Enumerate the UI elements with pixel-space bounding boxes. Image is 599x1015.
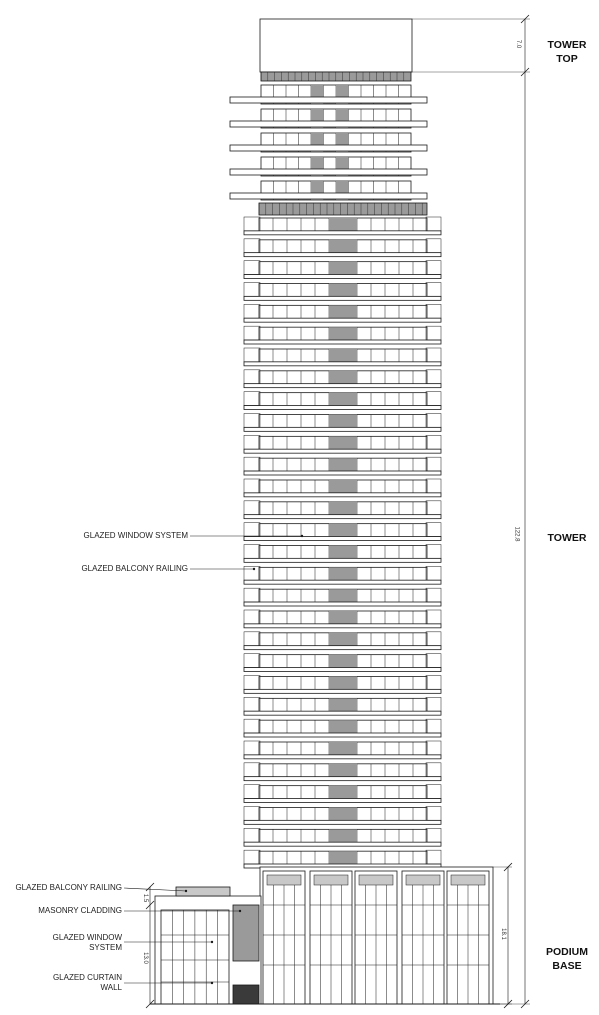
- podium-bay-canopy: [267, 875, 301, 885]
- tower-balcony-slab: [244, 231, 441, 235]
- tower-balcony-railing-right: [426, 697, 441, 711]
- leader-podium-window-end: [211, 941, 213, 943]
- tower-balcony-railing-left: [244, 217, 260, 231]
- upper-balcony-slab: [230, 121, 427, 127]
- upper-balcony-slab: [230, 97, 427, 103]
- upper-balcony-slab: [230, 193, 427, 199]
- dimension-podium: 18.1: [499, 928, 506, 940]
- podium-bay-canopy: [314, 875, 348, 885]
- upper-balcony-slab: [230, 145, 427, 151]
- tower-balcony-slab: [244, 624, 441, 628]
- tower-balcony-slab: [244, 340, 441, 344]
- tower-balcony-slab: [244, 493, 441, 497]
- tower-balcony-slab: [244, 646, 441, 650]
- tower-balcony-railing-left: [244, 566, 260, 580]
- tower-balcony-slab: [244, 755, 441, 759]
- tower-balcony-railing-right: [426, 457, 441, 471]
- tower-top-box: [260, 19, 412, 72]
- tower-balcony-railing-right: [426, 370, 441, 384]
- tower-balcony-railing-right: [426, 566, 441, 580]
- tower-balcony-railing-left: [244, 850, 260, 864]
- tower-balcony-railing-left: [244, 304, 260, 318]
- tower-balcony-slab: [244, 558, 441, 562]
- tower-balcony-slab: [244, 733, 441, 737]
- label-glazed-balcony-railing: GLAZED BALCONY RAILING: [81, 564, 188, 573]
- tower-elevation: [230, 19, 441, 868]
- zone-tower-top-line2: TOP: [556, 53, 578, 65]
- tower-balcony-railing-left: [244, 763, 260, 777]
- tower-balcony-railing-left: [244, 414, 260, 428]
- tower-balcony-railing-left: [244, 719, 260, 733]
- tower-balcony-railing-right: [426, 545, 441, 559]
- zone-podium-line1: PODIUM: [546, 946, 588, 958]
- label-podium-window-system: [4, 933, 122, 953]
- tower-balcony-slab: [244, 449, 441, 453]
- tower-balcony-railing-left: [244, 654, 260, 668]
- tower-balcony-railing-left: [244, 239, 260, 253]
- leader-masonry-end: [239, 910, 241, 912]
- tower-balcony-slab: [244, 799, 441, 803]
- tower-balcony-railing-left: [244, 676, 260, 690]
- label-podium-window-line2: SYSTEM: [89, 943, 122, 952]
- tower-balcony-railing-right: [426, 326, 441, 340]
- label-glazed-window-system: GLAZED WINDOW SYSTEM: [83, 531, 188, 540]
- tower-balcony-railing-right: [426, 610, 441, 624]
- tower-balcony-railing-left: [244, 392, 260, 406]
- upper-balcony-slab: [230, 169, 427, 175]
- label-glazed-curtain-wall: [4, 973, 122, 993]
- label-curtain-wall-line2: WALL: [100, 983, 122, 992]
- tower-balcony-railing-right: [426, 807, 441, 821]
- tower-balcony-railing-right: [426, 479, 441, 493]
- dimension-podium-upper: 1.5: [142, 893, 149, 903]
- tower-balcony-railing-right: [426, 523, 441, 537]
- tower-balcony-railing-right: [426, 828, 441, 842]
- label-curtain-wall-line1: GLAZED CURTAIN: [52, 973, 122, 982]
- zone-label-tower-top: [538, 38, 596, 66]
- tower-balcony-slab: [244, 580, 441, 584]
- tower-balcony-railing-left: [244, 326, 260, 340]
- tower-balcony-railing-right: [426, 763, 441, 777]
- label-podium-window-line1: GLAZED WINDOW: [52, 933, 122, 942]
- tower-balcony-railing-right: [426, 654, 441, 668]
- zone-tower-top-line1: TOWER: [547, 39, 587, 51]
- tower-balcony-railing-left: [244, 588, 260, 602]
- leader-curtain-wall-end: [211, 982, 213, 984]
- tower-balcony-railing-left: [244, 479, 260, 493]
- tower-balcony-railing-left: [244, 523, 260, 537]
- tower-balcony-railing-right: [426, 741, 441, 755]
- tower-balcony-railing-left: [244, 370, 260, 384]
- podium-entrance-door: [233, 985, 259, 1004]
- dimension-podium-lower: 13.0: [141, 952, 148, 964]
- podium-elevation: [150, 867, 500, 1004]
- tower-balcony-railing-right: [426, 239, 441, 253]
- tower-balcony-slab: [244, 537, 441, 541]
- tower-balcony-slab: [244, 711, 441, 715]
- tower-balcony-slab: [244, 296, 441, 300]
- zone-podium-line2: BASE: [552, 960, 582, 972]
- tower-balcony-railing-left: [244, 610, 260, 624]
- tower-balcony-railing-right: [426, 283, 441, 297]
- tower-balcony-railing-right: [426, 676, 441, 690]
- tower-balcony-railing-left: [244, 457, 260, 471]
- tower-balcony-railing-left: [244, 632, 260, 646]
- tower-balcony-railing-left: [244, 807, 260, 821]
- leader-podium-railing-end: [185, 890, 187, 892]
- tower-balcony-slab: [244, 820, 441, 824]
- tower-balcony-slab: [244, 384, 441, 388]
- label-masonry-cladding: MASONRY CLADDING: [38, 906, 122, 915]
- tower-balcony-railing-right: [426, 850, 441, 864]
- tower-balcony-slab: [244, 275, 441, 279]
- zone-label-podium-base: [538, 945, 596, 973]
- tower-balcony-slab: [244, 668, 441, 672]
- tower-balcony-railing-right: [426, 785, 441, 799]
- tower-balcony-slab: [244, 406, 441, 410]
- tower-balcony-slab: [244, 253, 441, 257]
- dimension-top: 7.0: [515, 39, 522, 49]
- podium-left-parapet: [176, 887, 230, 896]
- tower-balcony-railing-right: [426, 414, 441, 428]
- tower-balcony-railing-left: [244, 348, 260, 362]
- upper-tower-header: [261, 72, 411, 81]
- podium-bay-canopy: [451, 875, 485, 885]
- podium-bay-canopy: [359, 875, 393, 885]
- tower-balcony-railing-left: [244, 501, 260, 515]
- tower-balcony-railing-left: [244, 828, 260, 842]
- tower-balcony-railing-left: [244, 741, 260, 755]
- zone-tower-line: TOWER: [547, 532, 587, 544]
- tower-balcony-railing-right: [426, 261, 441, 275]
- tower-balcony-slab: [244, 318, 441, 322]
- tower-balcony-railing-left: [244, 283, 260, 297]
- tower-balcony-railing-right: [426, 435, 441, 449]
- tower-balcony-railing-right: [426, 501, 441, 515]
- zone-label-tower: [538, 531, 596, 545]
- leader-window-system-end: [301, 535, 303, 537]
- tower-balcony-slab: [244, 777, 441, 781]
- dimension-tower: 122.8: [513, 526, 520, 542]
- tower-balcony-railing-right: [426, 304, 441, 318]
- tower-balcony-railing-right: [426, 588, 441, 602]
- tower-balcony-railing-left: [244, 435, 260, 449]
- label-podium-balcony-railing: GLAZED BALCONY RAILING: [15, 883, 122, 892]
- tower-balcony-railing-right: [426, 632, 441, 646]
- tower-balcony-slab: [244, 602, 441, 606]
- tower-balcony-slab: [244, 689, 441, 693]
- tower-balcony-railing-left: [244, 261, 260, 275]
- tower-balcony-slab: [244, 515, 441, 519]
- tower-balcony-railing-right: [426, 348, 441, 362]
- tower-balcony-railing-left: [244, 785, 260, 799]
- tower-balcony-slab: [244, 842, 441, 846]
- tower-balcony-railing-left: [244, 545, 260, 559]
- tower-balcony-railing-right: [426, 392, 441, 406]
- tower-balcony-slab: [244, 427, 441, 431]
- tower-balcony-slab: [244, 471, 441, 475]
- leader-balcony-railing-end: [253, 568, 255, 570]
- tower-balcony-railing-left: [244, 697, 260, 711]
- podium-bay-canopy: [406, 875, 440, 885]
- tower-balcony-railing-right: [426, 217, 441, 231]
- podium-masonry-panel: [233, 905, 259, 961]
- tower-balcony-slab: [244, 362, 441, 366]
- tower-balcony-railing-right: [426, 719, 441, 733]
